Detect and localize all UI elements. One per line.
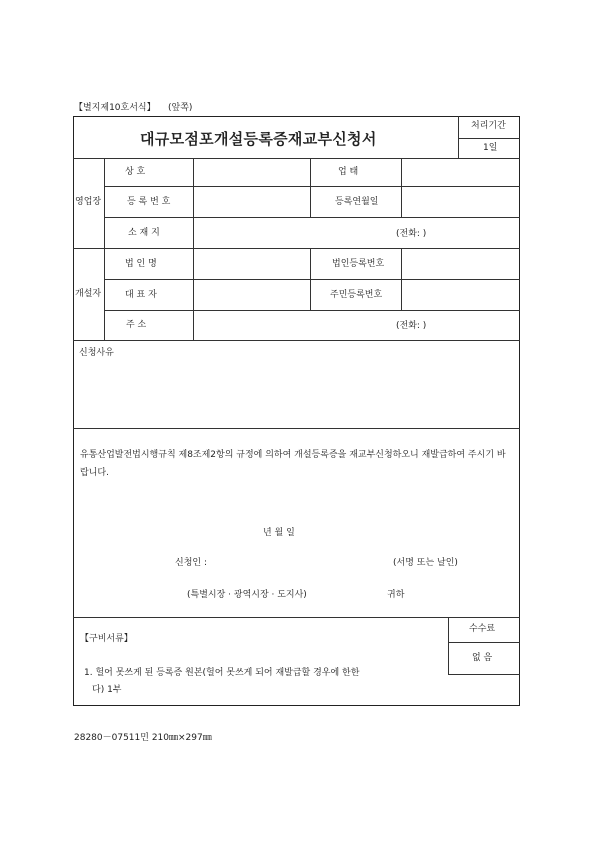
- divider: [310, 248, 311, 310]
- divider: [448, 617, 449, 674]
- founder-section-label: 개설자: [75, 289, 102, 299]
- corporation-name-label: 법 인 명: [125, 259, 157, 269]
- divider: [73, 428, 520, 429]
- divider: [458, 138, 520, 139]
- divider: [448, 642, 520, 643]
- founder-address-field[interactable]: [194, 311, 519, 339]
- representative-field[interactable]: [194, 280, 309, 309]
- business-address-field[interactable]: [194, 218, 519, 247]
- corporation-registration-label: 법인등록번호: [332, 259, 385, 269]
- application-statement: 유통산업발전법시행규칙 제8조제2항의 규정에 의하여 개설등록증을 재교부신청하오니 재발급하여 주시기 바랍니다.: [80, 450, 506, 478]
- registration-date-label: 등록연월일: [335, 197, 379, 207]
- resident-number-label: 주민등록번호: [330, 290, 383, 300]
- required-documents-label: 【구비서류】: [80, 634, 133, 644]
- form-number: 【별지제10호서식】: [74, 103, 156, 113]
- business-name-label: 상 호: [125, 167, 146, 177]
- reason-label: 신청사유: [79, 348, 114, 358]
- business-phone: (전화: ): [396, 229, 427, 239]
- form-footer-code: 28280－07511민 210㎜×297㎜: [74, 733, 212, 743]
- divider: [104, 158, 105, 340]
- recipient-authority: (특별시장 · 광역시장 · 도지사): [187, 590, 307, 600]
- divider: [458, 116, 459, 158]
- processing-period-value: 1일: [483, 143, 498, 153]
- registration-number-label: 등 록 번 호: [127, 197, 171, 207]
- processing-period-label: 처리기간: [471, 121, 506, 131]
- representative-label: 대 표 자: [125, 290, 157, 300]
- recipient-suffix: 귀하: [387, 590, 405, 600]
- required-document-item: 1. 헐어 못쓰게 된 등록증 원본(헐어 못쓰게 되어 재발급할 경우에 한한: [84, 668, 360, 678]
- applicant-label: 신청인 :: [175, 558, 207, 568]
- business-name-field[interactable]: [194, 159, 309, 185]
- corporation-name-field[interactable]: [194, 249, 309, 278]
- registration-date-field[interactable]: [402, 187, 519, 216]
- page-side: (앞쪽): [168, 103, 193, 113]
- founder-phone: (전화: ): [396, 321, 427, 331]
- divider: [448, 674, 520, 675]
- reason-field[interactable]: [74, 362, 519, 426]
- fee-value: 없 음: [472, 653, 493, 663]
- divider: [73, 340, 520, 341]
- required-document-item-cont: 다) 1부: [92, 685, 122, 695]
- divider: [310, 158, 311, 217]
- resident-number-field[interactable]: [402, 280, 519, 309]
- divider: [73, 617, 520, 618]
- business-type-label: 업 태: [338, 167, 359, 177]
- signature-note: (서명 또는 날인): [393, 558, 458, 568]
- corporation-registration-field[interactable]: [402, 249, 519, 278]
- applicant-field[interactable]: [216, 553, 386, 573]
- founder-address-label: 주 소: [126, 320, 147, 330]
- form-title: 대규모점포개설등록증재교부신청서: [140, 130, 377, 148]
- business-type-field[interactable]: [402, 159, 519, 185]
- business-section-label: 영업장: [75, 197, 102, 207]
- registration-number-field[interactable]: [194, 187, 309, 216]
- business-address-label: 소 재 지: [128, 228, 160, 238]
- fee-label: 수수료: [469, 624, 496, 634]
- date-line: 년 월 일: [263, 528, 295, 538]
